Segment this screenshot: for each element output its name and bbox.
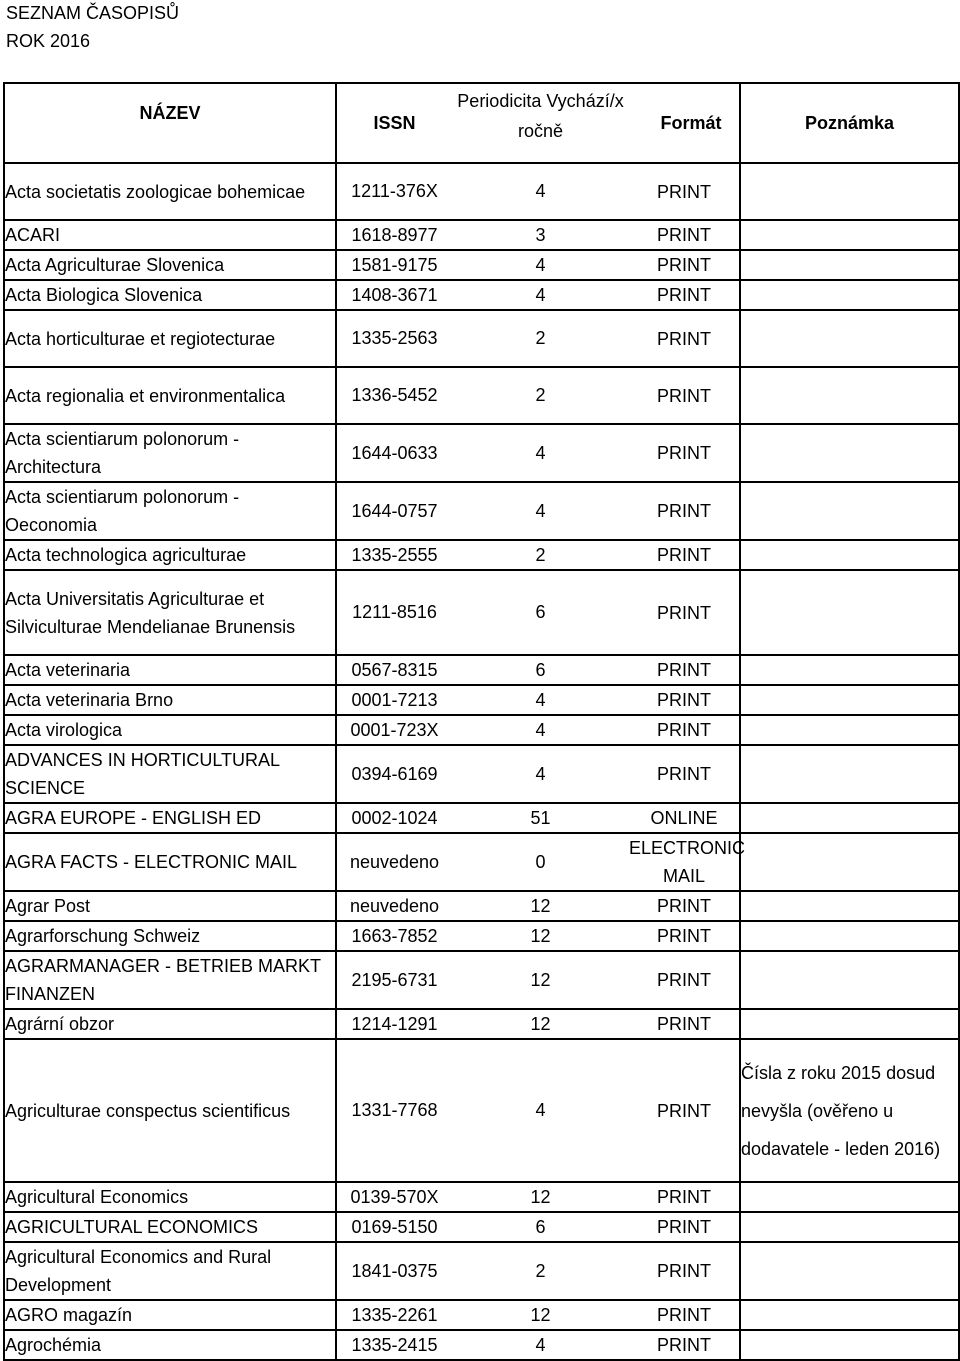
table-row [4, 833, 959, 891]
journal-name: ADVANCES IN HORTICULTURAL SCIENCE [4, 745, 336, 803]
journal-issn: 1336-5452 [336, 367, 452, 424]
journal-periodicity: 4 [452, 482, 629, 540]
table-row [4, 570, 959, 655]
journal-periodicity: 4 [452, 715, 629, 745]
journal-issn: 0567-8315 [336, 655, 452, 685]
journal-periodicity: 2 [452, 367, 629, 424]
table-row [4, 1300, 959, 1330]
journal-format: PRINT [629, 1330, 740, 1360]
column-header-note: Poznámka [740, 83, 959, 163]
journal-note: Čísla z roku 2015 dosud nevyšla (ověřeno u dodavatele - leden 2016) [740, 1039, 959, 1182]
table-row [4, 891, 959, 921]
journal-format: PRINT [629, 570, 740, 655]
journal-periodicity: 4 [452, 745, 629, 803]
journal-format: PRINT [629, 1300, 740, 1330]
table-row [4, 1242, 959, 1300]
journal-note [740, 655, 959, 685]
journal-name: Agrochémia [4, 1330, 336, 1360]
journal-format: ONLINE [629, 803, 740, 833]
journal-issn: 1211-8516 [336, 570, 452, 655]
journal-name: Acta veterinaria [4, 655, 336, 685]
journal-note [740, 163, 959, 220]
journal-issn: 1335-2563 [336, 310, 452, 367]
table-row [4, 540, 959, 570]
journal-issn: 1335-2555 [336, 540, 452, 570]
journal-note [740, 570, 959, 655]
journal-format: PRINT [629, 1182, 740, 1212]
journal-issn: 0001-7213 [336, 685, 452, 715]
journal-issn: neuvedeno [336, 833, 452, 891]
table-row [4, 1009, 959, 1039]
journal-periodicity: 12 [452, 951, 629, 1009]
table-row [4, 220, 959, 250]
journal-issn: 2195-6731 [336, 951, 452, 1009]
document-year: ROK 2016 [6, 31, 91, 51]
journal-issn: 0139-570X [336, 1182, 452, 1212]
journal-note [740, 951, 959, 1009]
journal-name: AGRARMANAGER - BETRIEB MARKT FINANZEN [4, 951, 336, 1009]
journal-periodicity: 4 [452, 424, 629, 482]
journal-name: Acta scientiarum polonorum - Oeconomia [4, 482, 336, 540]
journal-note [740, 1300, 959, 1330]
journal-periodicity: 4 [452, 163, 629, 220]
table-header-row [4, 83, 959, 163]
table-row [4, 1182, 959, 1212]
journal-name: Acta veterinaria Brno [4, 685, 336, 715]
table-row [4, 803, 959, 833]
journal-periodicity: 4 [452, 685, 629, 715]
journal-periodicity: 0 [452, 833, 629, 891]
journal-name: Acta technologica agriculturae [4, 540, 336, 570]
journal-note [740, 1009, 959, 1039]
journal-format: PRINT [629, 951, 740, 1009]
journal-name: ACARI [4, 220, 336, 250]
journal-issn: 1335-2415 [336, 1330, 452, 1360]
journal-name: Agrar Post [4, 891, 336, 921]
journal-periodicity: 12 [452, 891, 629, 921]
journal-issn: 1841-0375 [336, 1242, 452, 1300]
journal-format: PRINT [629, 1009, 740, 1039]
journal-issn: 1331-7768 [336, 1039, 452, 1182]
journal-issn: 1214-1291 [336, 1009, 452, 1039]
journal-format: PRINT [629, 424, 740, 482]
journal-periodicity: 6 [452, 655, 629, 685]
journal-periodicity: 51 [452, 803, 629, 833]
journal-name: Acta virologica [4, 715, 336, 745]
table-body [4, 163, 959, 1360]
journal-periodicity: 4 [452, 250, 629, 280]
journal-note [740, 424, 959, 482]
journal-name: Acta Universitatis Agriculturae et Silviculturae Mendelianae Brunensis [4, 570, 336, 655]
table-row [4, 921, 959, 951]
table-row [4, 280, 959, 310]
journal-issn: 1663-7852 [336, 921, 452, 951]
journal-periodicity: 2 [452, 310, 629, 367]
column-header-format: Formát [629, 83, 740, 163]
journal-issn: 1618-8977 [336, 220, 452, 250]
table-row [4, 1212, 959, 1242]
journal-issn: 0169-5150 [336, 1212, 452, 1242]
journal-name: Acta horticulturae et regiotecturae [4, 310, 336, 367]
journal-format: PRINT [629, 1039, 740, 1182]
table-row [4, 715, 959, 745]
journal-format: PRINT [629, 367, 740, 424]
journal-periodicity: 6 [452, 570, 629, 655]
journal-note [740, 685, 959, 715]
journal-name: Agriculturae conspectus scientificus [4, 1039, 336, 1182]
document-title: SEZNAM ČASOPISŮ [6, 3, 180, 23]
journal-issn: 1335-2261 [336, 1300, 452, 1330]
table-row [4, 1330, 959, 1360]
table-row [4, 367, 959, 424]
journal-format: ELECTRONIC MAIL [629, 833, 740, 891]
journal-issn: 0002-1024 [336, 803, 452, 833]
journal-name: AGRICULTURAL ECONOMICS [4, 1212, 336, 1242]
journal-name: Acta scientiarum polonorum - Architectura [4, 424, 336, 482]
journal-note [740, 1330, 959, 1360]
journal-format: PRINT [629, 921, 740, 951]
journal-note [740, 250, 959, 280]
journal-note [740, 745, 959, 803]
column-header-periodicity: Periodicita Vychází/x ročně [452, 83, 629, 163]
table-row [4, 163, 959, 220]
journal-issn: 1644-0633 [336, 424, 452, 482]
journal-format: PRINT [629, 655, 740, 685]
journal-format: PRINT [629, 1242, 740, 1300]
column-header-name: NÁZEV [4, 83, 336, 163]
journal-format: PRINT [629, 685, 740, 715]
journal-periodicity: 2 [452, 1242, 629, 1300]
journal-note [740, 1242, 959, 1300]
journal-issn: 0001-723X [336, 715, 452, 745]
journal-name: Acta Biologica Slovenica [4, 280, 336, 310]
journal-note [740, 891, 959, 921]
journal-note [740, 540, 959, 570]
journal-issn: neuvedeno [336, 891, 452, 921]
table-row [4, 482, 959, 540]
journal-periodicity: 4 [452, 1330, 629, 1360]
journal-note [740, 833, 959, 891]
journal-issn: 1644-0757 [336, 482, 452, 540]
journal-format: PRINT [629, 310, 740, 367]
journal-name: Agricultural Economics [4, 1182, 336, 1212]
journal-format: PRINT [629, 891, 740, 921]
table-row [4, 655, 959, 685]
journal-format: PRINT [629, 280, 740, 310]
journal-name: AGRO magazín [4, 1300, 336, 1330]
journal-note [740, 1212, 959, 1242]
journal-periodicity: 12 [452, 921, 629, 951]
journal-note [740, 367, 959, 424]
table-row [4, 745, 959, 803]
journal-periodicity: 4 [452, 1039, 629, 1182]
column-header-issn: ISSN [336, 83, 452, 163]
journal-format: PRINT [629, 250, 740, 280]
journal-name: AGRA EUROPE - ENGLISH ED [4, 803, 336, 833]
journal-periodicity: 12 [452, 1300, 629, 1330]
table-row [4, 685, 959, 715]
journal-note [740, 482, 959, 540]
journal-name: AGRA FACTS - ELECTRONIC MAIL [4, 833, 336, 891]
journal-note [740, 280, 959, 310]
table-row [4, 310, 959, 367]
journal-periodicity: 6 [452, 1212, 629, 1242]
table-row [4, 951, 959, 1009]
table-row [4, 250, 959, 280]
journal-format: PRINT [629, 220, 740, 250]
journal-issn: 1408-3671 [336, 280, 452, 310]
journal-periodicity: 3 [452, 220, 629, 250]
journal-note [740, 715, 959, 745]
journal-periodicity: 4 [452, 280, 629, 310]
journal-periodicity: 12 [452, 1009, 629, 1039]
journal-name: Agrarforschung Schweiz [4, 921, 336, 951]
journal-issn: 1581-9175 [336, 250, 452, 280]
journal-format: PRINT [629, 715, 740, 745]
journal-name: Agricultural Economics and Rural Development [4, 1242, 336, 1300]
journal-issn: 1211-376X [336, 163, 452, 220]
table-row [4, 424, 959, 482]
journal-format: PRINT [629, 1212, 740, 1242]
journal-note [740, 310, 959, 367]
journal-format: PRINT [629, 163, 740, 220]
journal-note [740, 921, 959, 951]
journal-name: Acta societatis zoologicae bohemicae [4, 163, 336, 220]
journal-periodicity: 2 [452, 540, 629, 570]
journal-format: PRINT [629, 482, 740, 540]
journal-periodicity: 12 [452, 1182, 629, 1212]
journal-format: PRINT [629, 540, 740, 570]
journal-issn: 0394-6169 [336, 745, 452, 803]
journal-format: PRINT [629, 745, 740, 803]
journals-table [3, 82, 960, 1361]
journal-note [740, 1182, 959, 1212]
journal-note [740, 803, 959, 833]
journal-name: Acta Agriculturae Slovenica [4, 250, 336, 280]
table-row [4, 1039, 959, 1182]
journal-name: Acta regionalia et environmentalica [4, 367, 336, 424]
journal-name: Agrární obzor [4, 1009, 336, 1039]
journal-note [740, 220, 959, 250]
